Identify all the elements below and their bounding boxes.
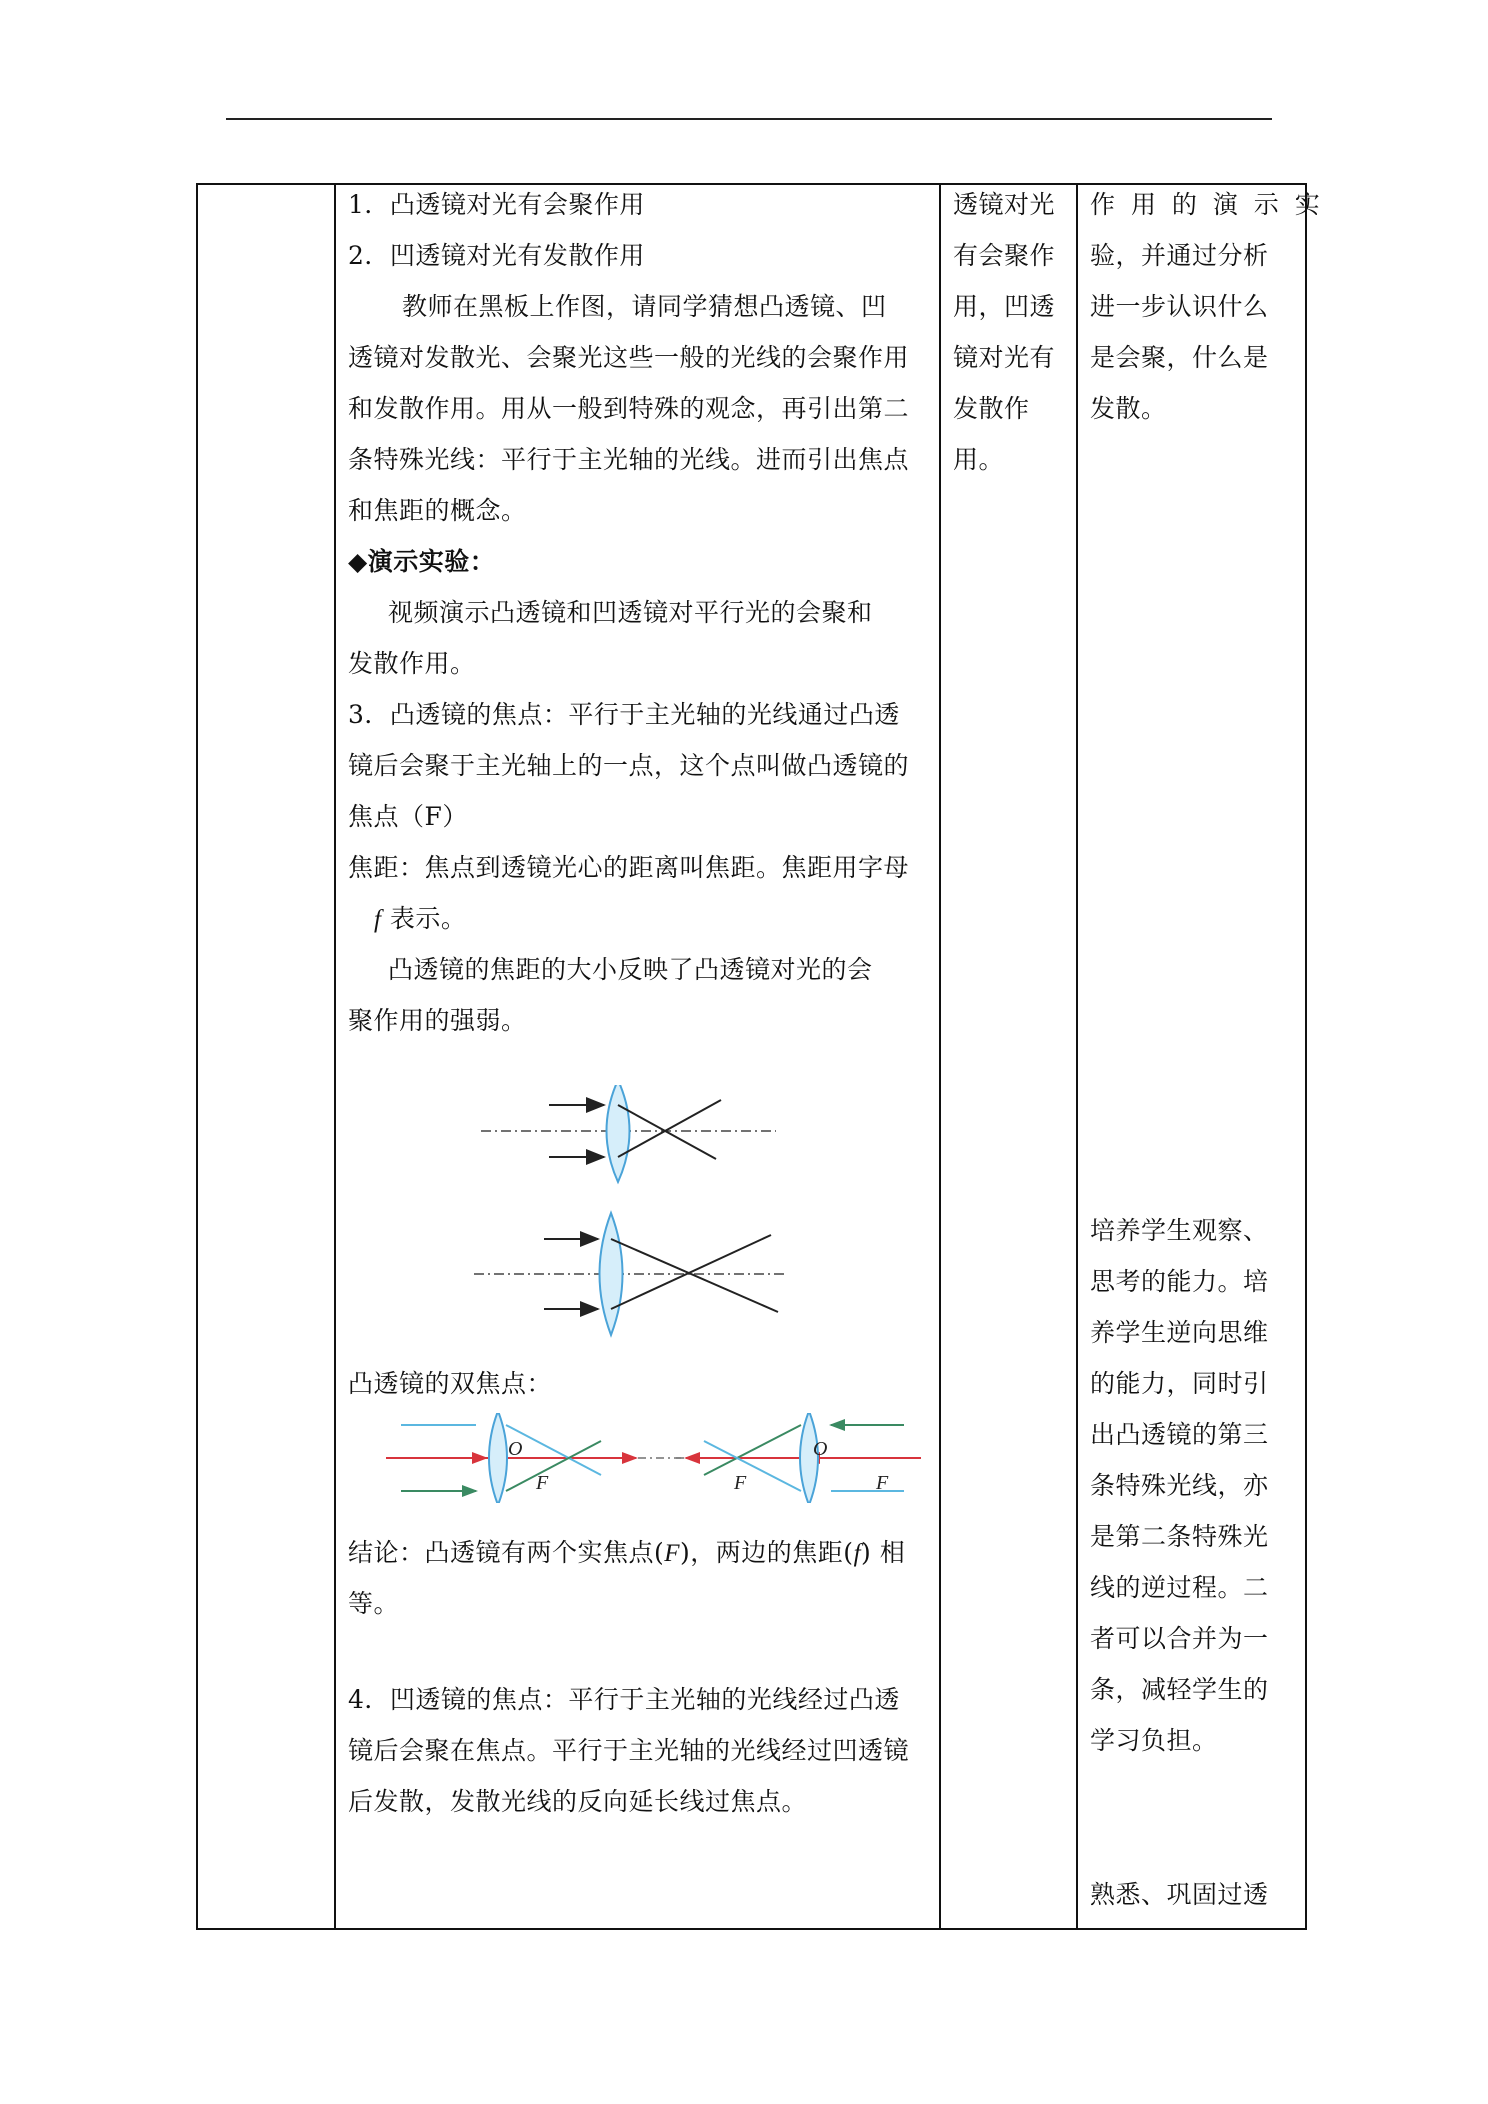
student-text-line: 用。 [953, 445, 1005, 474]
intent-text-line: 出凸透镜的第三 [1090, 1420, 1269, 1449]
paragraph-line: 教师在黑板上作图，请同学猜想凸透镜、凹 [402, 292, 887, 321]
paragraph-line: 镜后会聚在焦点。平行于主光轴的光线经过凹透镜 [348, 1736, 910, 1765]
symbol-f: f [374, 906, 382, 933]
paragraph-line: 发散作用。 [348, 649, 476, 678]
double-focus-heading: 凸透镜的双焦点： [348, 1369, 553, 1398]
stage-column [198, 185, 334, 1928]
convex-lens-diagram-bottom [474, 1213, 788, 1335]
header-rule [226, 118, 1272, 120]
focus-label: F [876, 1472, 889, 1494]
intent-text-line: 进一步认识什么 [1090, 292, 1269, 321]
intent-text-line: 是会聚，什么是 [1090, 343, 1269, 372]
text-fragment: 结论：凸透镜有两个实焦点( [348, 1538, 665, 1567]
paragraph-line: 镜后会聚于主光轴上的一点，这个点叫做凸透镜的 [348, 751, 910, 780]
focal-length-def-cont [374, 893, 466, 945]
intent-text-line: 验，并通过分析 [1090, 241, 1269, 270]
paragraph-line: 凸透镜的焦距的大小反映了凸透镜对光的会 [388, 955, 873, 984]
paragraph-line: 和焦距的概念。 [348, 496, 527, 525]
paragraph-line: 透镜对发散光、会聚光这些一般的光线的会聚作用 [348, 343, 910, 372]
paragraph-line: 聚作用的强弱。 [348, 1006, 527, 1035]
intent-text-line: 条，减轻学生的 [1090, 1675, 1269, 1704]
intent-text-line: 线的逆过程。二 [1090, 1573, 1269, 1602]
double-focus-right [676, 1413, 921, 1503]
refracted-ray [618, 1105, 716, 1159]
text-fragment: )，两边的焦距( [680, 1538, 854, 1567]
intent-text-line: 者可以合并为一 [1090, 1624, 1269, 1653]
student-text-line: 用，凹透 [953, 292, 1056, 321]
intent-text-line: 熟悉、巩固过透 [1090, 1880, 1269, 1909]
conclusion [348, 1527, 905, 1579]
text-fragment: 表示。 [389, 904, 467, 933]
paragraph-line: 视频演示凸透镜和凹透镜对平行光的会聚和 [388, 598, 873, 627]
point-2: 2．凹透镜对光有发散作用 [348, 241, 645, 270]
point-4: 4．凹透镜的焦点：平行于主光轴的光线经过凸透 [348, 1685, 900, 1714]
convex-lens-diagram-top [481, 1085, 776, 1182]
refracted-ray [704, 1425, 801, 1475]
focus-label: F [734, 1472, 747, 1494]
double-focus-left [386, 1413, 681, 1503]
intent-text-line: 是第二条特殊光 [1090, 1522, 1269, 1551]
student-text-line: 有会聚作 [953, 241, 1056, 270]
lens-shape [600, 1213, 623, 1335]
student-column [941, 185, 1076, 1928]
conclusion-cont: 等。 [348, 1589, 400, 1618]
optical-center-label: O [508, 1438, 523, 1460]
intent-column [1078, 185, 1324, 1928]
focus-label: F [536, 1472, 549, 1494]
student-text-line: 透镜对光 [953, 190, 1056, 219]
lesson-table [196, 183, 1324, 1930]
intent-text-line: 发散。 [1090, 394, 1167, 423]
intent-text-line: 培养学生观察、 [1090, 1216, 1269, 1245]
text-fragment: ) 相 [861, 1538, 906, 1567]
demo-heading: ◆演示实验： [348, 547, 496, 576]
intent-text-line: 养学生逆向思维 [1090, 1318, 1269, 1347]
intent-text-line: 作 用 的 演 示 实 [1090, 190, 1324, 219]
intent-text-line: 学习负担。 [1090, 1726, 1218, 1755]
point-1: 1．凸透镜对光有会聚作用 [348, 190, 645, 219]
intent-text-line: 思考的能力。培 [1090, 1267, 1269, 1296]
paragraph-line: 后发散，发散光线的反向延长线过焦点。 [348, 1787, 808, 1816]
paragraph-line: 焦点（F） [348, 802, 468, 831]
student-text-line: 发散作 [953, 394, 1030, 423]
lens-shape [607, 1085, 630, 1182]
lens-shape [489, 1413, 507, 1503]
content-column [336, 185, 939, 1928]
point-3: 3．凸透镜的焦点：平行于主光轴的光线通过凸透 [348, 700, 900, 729]
convex-lens-figure [336, 1085, 939, 1355]
refracted-ray [618, 1100, 721, 1157]
refracted-ray [611, 1239, 778, 1312]
intent-text-line: 的能力，同时引 [1090, 1369, 1269, 1398]
focal-length-def: 焦距：焦点到透镜光心的距离叫焦距。焦距用字母 [348, 853, 910, 882]
double-focus-figure [336, 1413, 939, 1503]
intent-text-line: 条特殊光线，亦 [1090, 1471, 1269, 1500]
symbol-F: F [664, 1540, 681, 1567]
paragraph-line: 和发散作用。用从一般到特殊的观念，再引出第二 [348, 394, 910, 423]
paragraph-line: 条特殊光线：平行于主光轴的光线。进而引出焦点 [348, 445, 910, 474]
symbol-f: f [853, 1540, 862, 1567]
student-text-line: 镜对光有 [953, 343, 1056, 372]
optical-center-label: O [813, 1438, 828, 1460]
refracted-ray [704, 1441, 801, 1491]
